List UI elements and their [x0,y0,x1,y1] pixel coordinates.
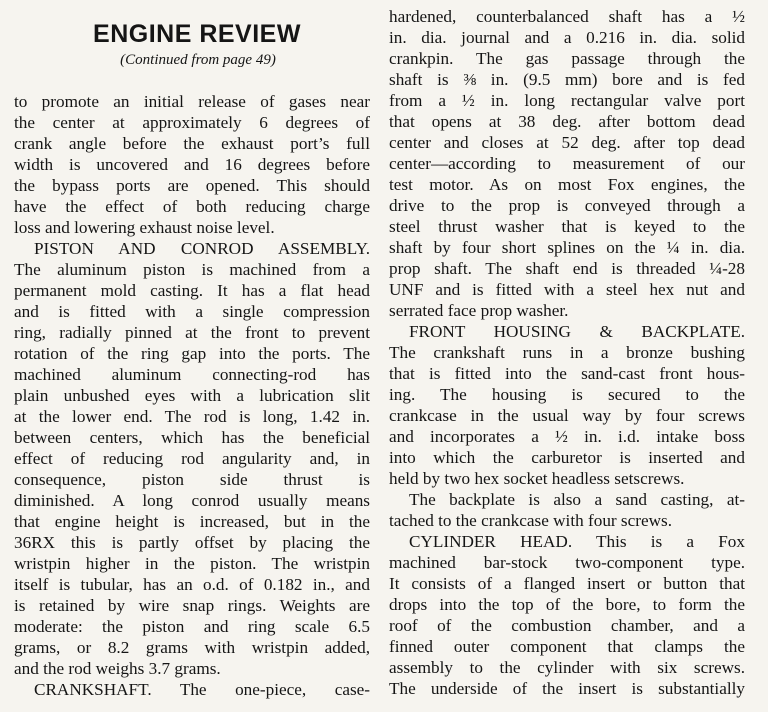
text-line: CYLINDER HEAD. This is a Fox [409,532,745,551]
text-line: shaft is ⅜ in. (9.5 mm) bore and is fed [389,70,745,89]
text-line: the bypass ports are opened. This should [14,176,370,195]
text-line: The underside of the insert is substantially [389,679,745,698]
text-line: rotation of the ring gap into the ports. The [14,344,370,363]
text-line: at the lower end. The rod is long, 1.42 in. [14,407,370,426]
text-line: crank angle before the exhaust port’s full [14,134,370,153]
text-line: assembly to the cylinder with six screws. [389,658,745,677]
text-line: and is fitted with a single compression [14,302,370,321]
text-line: itself is tubular, has an o.d. of 0.182 in., and [14,575,370,594]
text-line: consequence, piston side thrust is [14,470,370,489]
text-line: machined aluminum connecting-rod has [14,365,370,384]
text-line: CRANKSHAFT. The one-piece, case- [34,680,370,699]
text-line: tached to the crankcase with four screws. [389,511,672,530]
text-line: grams, or 8.2 grams with wristpin added, [14,638,370,657]
text-line: FRONT HOUSING & BACKPLATE. [409,322,745,341]
right-column-text [389,6,745,699]
article-title: ENGINE REVIEW [93,20,301,48]
text-line: shaft by four short splines on the ¼ in. dia. [389,238,745,257]
text-line: test motor. As on most Fox engines, the [389,175,745,194]
text-line: wristpin higher in the piston. The wristpin [14,554,370,573]
text-line: between centers, which has the beneficial [14,428,370,447]
text-line: 36RX this is partly offset by placing the [14,533,370,552]
text-line: ring, radially pinned at the front to prevent [14,323,370,342]
text-line: PISTON AND CONROD ASSEMBLY. [34,239,370,258]
article-header [14,18,370,70]
text-line: have the effect of both reducing charge [14,197,370,216]
text-line: loss and lowering exhaust noise level. [14,218,275,237]
text-line: roof of the combustion chamber, and a [389,616,745,635]
text-line: steel thrust washer that is keyed to the [389,217,745,236]
continued-note: (Continued from page 49) [120,52,276,68]
text-line: from a ½ in. long rectangular valve port [389,91,745,110]
text-line: is retained by wire snap rings. Weights are [14,596,370,615]
text-line: diminished. A long conrod usually means [14,491,370,510]
text-line: machined bar-stock two-component type. [389,553,745,572]
text-line: moderate: the piston and ring scale 6.5 [14,617,370,636]
text-line: permanent mold casting. It has a flat head [14,281,370,300]
text-line: drops into the top of the bore, to form the [389,595,745,614]
text-line: The crankshaft runs in a bronze bushing [389,343,745,362]
text-line: The aluminum piston is machined from a [14,260,370,279]
text-line: ing. The housing is secured to the [389,385,745,404]
text-line: crankcase in the usual way by four screws [389,406,745,425]
text-line: and the rod weighs 3.7 grams. [14,659,221,678]
left-column-text [14,91,370,700]
text-line: prop shaft. The shaft end is threaded ¼-28 [389,259,745,278]
text-line: The backplate is also a sand casting, at- [409,490,745,509]
text-line: width is uncovered and 16 degrees before [14,155,370,174]
text-line: to promote an initial release of gases near [14,92,370,111]
text-line: crankpin. The gas passage through the [389,49,745,68]
text-line: drive to the prop is conveyed through a [389,196,745,215]
text-line: serrated face prop washer. [389,301,569,320]
text-line: center—according to measurement of our [389,154,745,173]
text-line: center and closes at 52 deg. after top dead [389,133,745,152]
text-line: finned outer component that clamps the [389,637,745,656]
text-line: UNF and is fitted with a steel hex nut and [389,280,745,299]
text-line: effect of reducing rod angularity and, in [14,449,370,468]
text-line: hardened, counterbalanced shaft has a ½ [389,7,745,26]
text-line: that opens at 38 deg. after bottom dead [389,112,745,131]
text-line: It consists of a flanged insert or button that [389,574,745,593]
text-line: in. dia. journal and a 0.216 in. dia. solid [389,28,745,47]
text-line: that is fitted into the sand-cast front hous- [389,364,745,383]
text-line: plain unbushed eyes with a lubrication slit [14,386,370,405]
text-line: into which the carburetor is inserted and [389,448,745,467]
text-line: the center at approximately 6 degrees of [14,113,370,132]
text-line: and incorporates a ½ in. i.d. intake boss [389,427,745,446]
text-line: held by two hex socket headless setscrews. [389,469,685,488]
text-line: that engine height is increased, but in the [14,512,370,531]
